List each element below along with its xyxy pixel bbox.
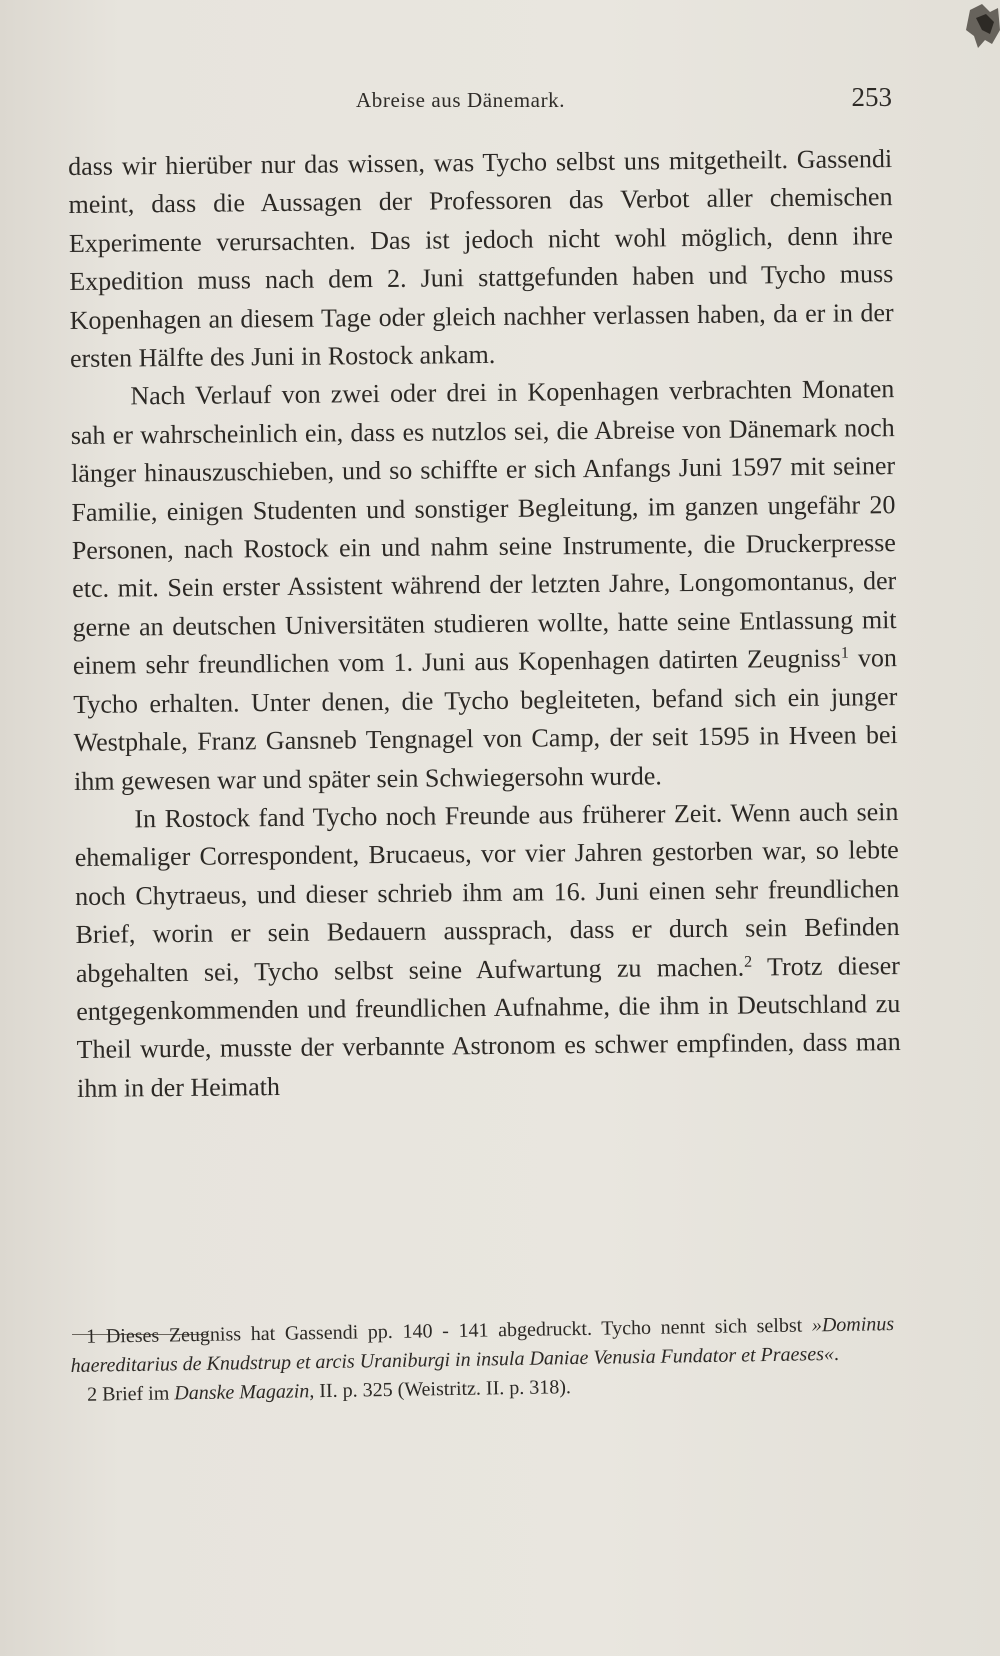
paragraph-2-part-b: von Tycho erhalten. Unter denen, die Tycho begleiteten, befand sich ein junger Westphale, Franz Gansneb Tengnagel von Camp, der seit 1595 in Hveen bei ihm gewesen war und später sein Schwiegersohn wurde. (73, 643, 898, 796)
paragraph-3 (74, 793, 901, 1108)
page-corner-smudge (930, 0, 1000, 80)
footnote-ref-1: 1 (840, 644, 849, 663)
footnote-2-source: Danske Magazin, (174, 1380, 315, 1405)
footnote-2-text: Brief im (96, 1382, 175, 1406)
paragraph-3-part-a: In Rostock fand Tycho noch Freunde aus früherer Zeit. Wenn auch sein ehemaliger Correspondent, Brucaeus, vor vier Jahren gestorben war, so lebte noch Chytraeus, und dieser schrieb ihm am 16. Juni einen sehr freundlichen Brief, worin er sein Bedauern aussprach, dass er durch sein Befinden abgehalten sei, Tycho selbst seine Aufwartung zu machen. (74, 796, 900, 988)
running-title: Abreise aus Dänemark. (356, 88, 566, 112)
page-number: 253 (851, 82, 892, 112)
footnote-1-title: »Dominus haereditarius de Knudstrup et arcis Uraniburgi in insula Daniae Venusia Fundator et Praeses« (70, 1313, 895, 1377)
paragraph-2 (70, 371, 898, 801)
footnote-2-number: 2 (86, 1383, 98, 1406)
footnote-ref-2: 2 (744, 953, 753, 971)
paragraph-3-part-b: Trotz dieser entgegenkommenden und freundlichen Aufnahme, die ihm in Deutschland zu Theil wurde, musste der verbannte Astronom es schwer empfinden, dass man ihm in der Heimath (76, 950, 901, 1103)
footnote-1-number: 1 (86, 1325, 97, 1348)
page-header (70, 82, 892, 122)
footnote-1-end: . (833, 1342, 840, 1366)
paragraph-1: dass wir hierüber nur das wissen, was Tycho selbst uns mitgetheilt. Gassendi meint, dass die Aussagen der Professoren das Verbot aller chemischen Experimente verursachten. Das ist jedoch nicht wohl möglich, denn ihre Expedition muss nach dem 2. Juni stattgefunden haben und Tycho muss Kopenhagen an diesem Tage oder gleich nachher verlassen haben, da er in der ersten Hälfte des Juni in Rostock ankam. (68, 144, 894, 374)
footnotes (70, 1310, 895, 1410)
paragraph-2-part-a: Nach Verlauf von zwei oder drei in Kopenhagen verbrachten Monaten sah er wahrscheinlich ein, dass es nutzlos sei, die Abreise von Dänemark noch länger hinauszuschieben, und so schiffte er sich Anfangs Juni 1597 mit seiner Familie, einigen Studenten und sonstiger Begleitung, im ganzen ungefähr 20 Personen, nach Rostock ein und nahm seine Instrumente, die Druckerpresse etc. mit. Sein erster Assistent während der letzten Jahre, Longomontanus, der gerne an deutschen Universitäten studieren wollte, hatte seine Entlassung mit einem sehr freundlichen vom 1. Juni aus Kopenhagen datirten Zeugniss (70, 374, 897, 681)
footnote-2-end: II. p. 325 (Weistritz. II. p. 318). (314, 1376, 572, 1403)
main-text (68, 140, 901, 1108)
footnote-1-text: Dieses Zeugniss hat Gassendi pp. 140 - 141 abgedruckt. Tycho nennt sich selbst (96, 1314, 813, 1348)
